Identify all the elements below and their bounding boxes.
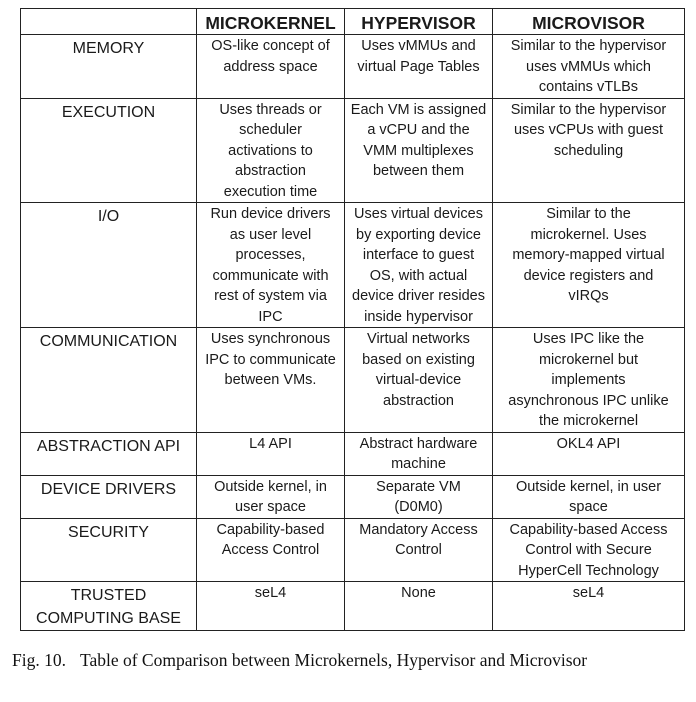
table-cell: Uses synchronous IPC to communicate between VMs.	[197, 328, 345, 433]
table-cell: Uses virtual devices by exporting device interface to guest OS, with actual device driver resides inside hypervisor	[345, 203, 493, 328]
header-microvisor: MICROVISOR	[493, 9, 685, 35]
table-row-trusted-computing-base	[21, 582, 685, 631]
table-cell: Similar to the hypervisor uses vCPUs with guest scheduling	[493, 98, 685, 203]
table-cell: Similar to the microkernel. Uses memory-mapped virtual device registers and vIRQs	[493, 203, 685, 328]
table-row-io	[21, 203, 685, 328]
table-row-device-drivers	[21, 475, 685, 518]
table-cell: seL4	[197, 582, 345, 631]
row-label: DEVICE DRIVERS	[21, 475, 197, 518]
header-corner	[21, 9, 197, 35]
table-cell: Outside kernel, in user space	[197, 475, 345, 518]
table-cell: None	[345, 582, 493, 631]
header-hypervisor: HYPERVISOR	[345, 9, 493, 35]
table-cell: OS-like concept of address space	[197, 35, 345, 99]
table-cell: Run device drivers as user level processes, communicate with rest of system via IPC	[197, 203, 345, 328]
table-cell: OKL4 API	[493, 432, 685, 475]
header-microkernel: MICROKERNEL	[197, 9, 345, 35]
table-cell: Mandatory Access Control	[345, 518, 493, 582]
comparison-table	[20, 8, 685, 631]
row-label: I/O	[21, 203, 197, 328]
figure-caption-text: Table of Comparison between Microkernels, Hypervisor and Microvisor	[79, 650, 588, 670]
figure-caption	[12, 650, 682, 670]
table-cell: Each VM is assigned a vCPU and the VMM multiplexes between them	[345, 98, 493, 203]
table-header-row	[21, 9, 685, 35]
table-cell: Uses vMMUs and virtual Page Tables	[345, 35, 493, 99]
row-label: COMMUNICATION	[21, 328, 197, 433]
row-label: SECURITY	[21, 518, 197, 582]
table-cell: Abstract hardware machine	[345, 432, 493, 475]
table-cell: Capability-based Access Control	[197, 518, 345, 582]
table-cell: seL4	[493, 582, 685, 631]
table-cell: Uses threads or scheduler activations to abstraction execution time	[197, 98, 345, 203]
table-row-abstraction-api	[21, 432, 685, 475]
table-row-communication	[21, 328, 685, 433]
table-cell: Outside kernel, in user space	[493, 475, 685, 518]
table-cell: L4 API	[197, 432, 345, 475]
table-cell: Similar to the hypervisor uses vMMUs which contains vTLBs	[493, 35, 685, 99]
table-cell: Capability-based Access Control with Secure HyperCell Technology	[493, 518, 685, 582]
table-cell: Separate VM (D0M0)	[345, 475, 493, 518]
figure-label: Fig. 10.	[12, 650, 66, 670]
row-label: TRUSTED COMPUTING BASE	[21, 582, 197, 631]
table-cell: Virtual networks based on existing virtual-device abstraction	[345, 328, 493, 433]
table-row-security	[21, 518, 685, 582]
row-label: ABSTRACTION API	[21, 432, 197, 475]
table-row-memory	[21, 35, 685, 99]
table-cell: Uses IPC like the microkernel but implements asynchronous IPC unlike the microkernel	[493, 328, 685, 433]
row-label: EXECUTION	[21, 98, 197, 203]
row-label: MEMORY	[21, 35, 197, 99]
table-row-execution	[21, 98, 685, 203]
